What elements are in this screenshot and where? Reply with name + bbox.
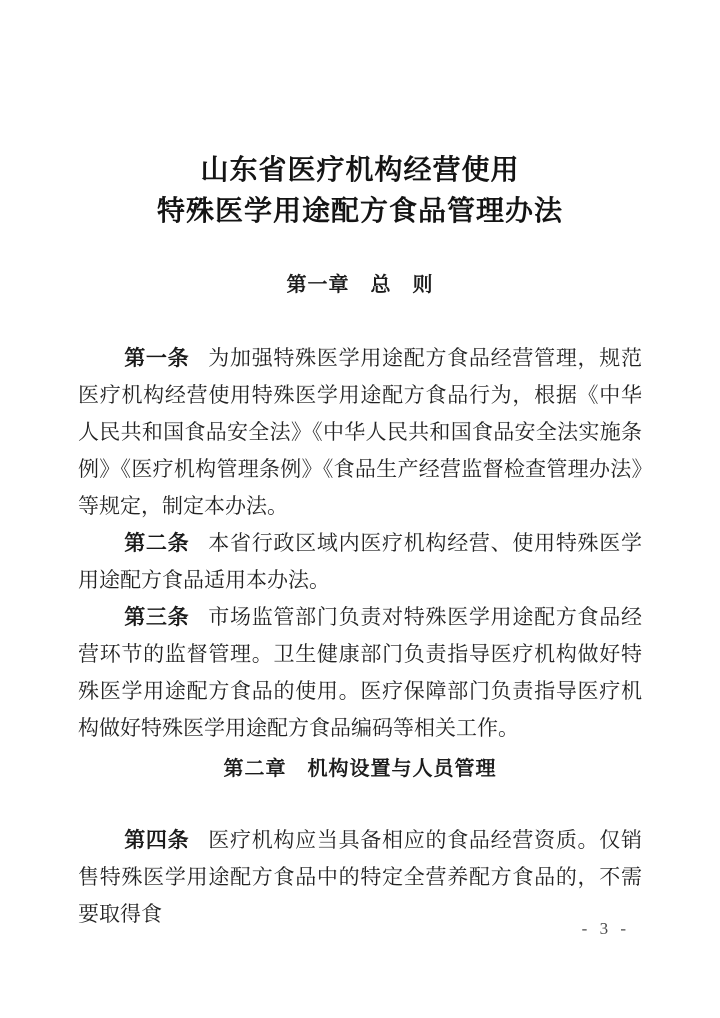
article-1-label: 第一条: [124, 347, 190, 370]
chapter-2-body: [78, 822, 642, 933]
article-3-label: 第三条: [124, 606, 190, 629]
article-1-text: 为加强特殊医学用途配方食品经营管理，规范医疗机构经营使用特殊医学用途配方食品行为，根据《中华人民共和国食品安全法》《中华人民共和国食品安全法实施条例》《医疗机构管理条例》《食品生产经营监督检查管理办法》等规定，制定本办法。: [78, 346, 642, 518]
article-1: [78, 340, 642, 525]
title-line-1: 山东省医疗机构经营使用: [200, 155, 520, 186]
chapter-2-heading: 第二章 机构设置与人员管理: [223, 758, 497, 780]
article-2-text: 本省行政区域内医疗机构经营、使用特殊医学用途配方食品适用本办法。: [78, 531, 642, 592]
article-2: [78, 525, 642, 599]
article-4-label: 第四条: [124, 829, 190, 852]
article-2-label: 第二条: [124, 532, 190, 555]
article-4-text: 医疗机构应当具备相应的食品经营资质。仅销售特殊医学用途配方食品中的特定全营养配方食品的，不需要取得食: [78, 828, 642, 926]
chapter-1-heading: 第一章 总 则: [286, 274, 434, 296]
article-4: [78, 822, 642, 933]
title-line-2: 特殊医学用途配方食品管理办法: [156, 196, 563, 227]
article-3: [78, 599, 642, 747]
document-title: [0, 150, 720, 232]
page-number: - 3 -: [581, 919, 630, 938]
chapter-1-body: [78, 340, 642, 747]
article-3-text: 市场监管部门负责对特殊医学用途配方食品经营环节的监督管理。卫生健康部门负责指导医疗机构做好特殊医学用途配方食品的使用。医疗保障部门负责指导医疗机构做好特殊医学用途配方食品编码等相关工作。: [78, 605, 642, 740]
